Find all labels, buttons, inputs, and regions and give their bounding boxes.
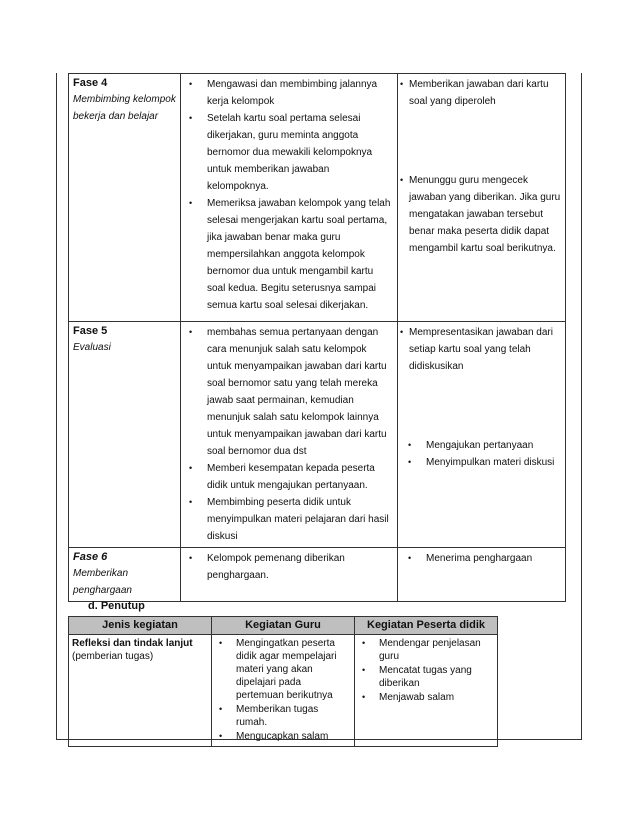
column-header: Jenis kegiatan [69, 617, 212, 635]
bullet-icon: • [189, 553, 193, 563]
phase-description: Memberikan penghargaan [73, 568, 132, 596]
bullet-icon: • [408, 553, 412, 563]
teacher-activity-cell [212, 635, 355, 747]
bullet-icon: • [189, 113, 193, 123]
header-row [69, 617, 498, 635]
list-item: • Mempresentasikan jawaban dari setiap kartu soal yang telah didiskusikan [400, 324, 562, 375]
activity-kind-subtitle: (pemberian tugas) [72, 651, 154, 662]
phase-cell [69, 322, 181, 548]
bullet-icon: • [362, 665, 366, 675]
phase-description: Membimbing kelompok bekerja dan belajar [73, 94, 176, 122]
list-item: • Memeriksa jawaban kelompok yang telah selesai mengerjakan kartu soal pertama, jika jawaban benar maka guru mempersilahkan anggota kelompok bernomor dua untuk mengambil kartu soal kedua. Begitu seterusnya sampai semua kartu soal selesai dikerjakan. [181, 195, 393, 314]
learning-steps-table [68, 73, 566, 602]
list-item: • Memberikan tugas rumah. [219, 704, 319, 728]
table-row [69, 635, 498, 747]
teacher-activity-cell [181, 74, 398, 322]
student-activity-cell [398, 74, 566, 322]
activity-kind-title: Refleksi dan tindak lanjut [72, 638, 193, 649]
bullet-icon: • [219, 638, 223, 648]
bullet-icon: • [408, 457, 412, 467]
section-heading: d. Penutup [88, 600, 145, 612]
bullet-icon: • [189, 79, 193, 89]
phase-cell [69, 548, 181, 602]
list-item: • Setelah kartu soal pertama selesai dikerjakan, guru meminta anggota bernomor dua mewakili kelompoknya untuk memberikan jawaban kelompoknya. [181, 110, 393, 195]
list-item: • Kelompok pemenang diberikan penghargaan. [181, 550, 393, 584]
bullet-icon: • [362, 638, 366, 648]
table-row [69, 322, 566, 548]
student-activity-cell [398, 548, 566, 602]
phase-title: Fase 4 [73, 77, 108, 89]
list-item: • Mengucapkan salam [219, 731, 329, 742]
list-item: • membahas semua pertanyaan dengan cara menunjuk salah satu kelompok untuk menyampaikan jawaban dari kartu soal bernomor satu yang telah mereka jawab saat permainan, kemudian menunjuk salah satu kelompok lainnya untuk menyampaikan jawaban dari kartu soal bernomor dua dst [181, 324, 393, 460]
list-item: • Menjawab salam [362, 692, 455, 703]
bullet-icon: • [400, 79, 404, 89]
closing-activity-table [68, 616, 498, 747]
bullet-icon: • [400, 327, 404, 337]
list-item: • Mengajukan pertanyaan [400, 437, 562, 454]
list-item: • Menyimpulkan materi diskusi [400, 454, 562, 471]
phase-description: Evaluasi [73, 342, 111, 353]
bullet-icon: • [189, 497, 193, 507]
phase-cell [69, 74, 181, 322]
bullet-icon: • [400, 175, 404, 185]
bullet-icon: • [219, 704, 223, 714]
bullet-icon: • [362, 692, 366, 702]
student-activity-cell [398, 322, 566, 548]
column-header: Kegiatan Peserta didik [355, 617, 498, 635]
list-item: • Mencatat tugas yang diberikan [362, 665, 472, 689]
phase-title: Fase 6 [73, 551, 108, 563]
list-item: • Menunggu guru mengecek jawaban yang diberikan. Jika guru mengatakan jawaban tersebut benar maka peserta didik dapat mengambil kartu soal berikutnya. [400, 172, 562, 257]
bullet-icon: • [189, 463, 193, 473]
teacher-activity-cell [181, 548, 398, 602]
bullet-icon: • [408, 440, 412, 450]
phase-title: Fase 5 [73, 325, 108, 337]
list-item: • Mengawasi dan membimbing jalannya kerja kelompok [181, 76, 393, 110]
table-row [69, 548, 566, 602]
list-item: • Membimbing peserta didik untuk menyimpulkan materi pelajaran dari hasil diskusi [181, 494, 393, 545]
bullet-icon: • [189, 198, 193, 208]
list-item: • Mengingatkan peserta didik agar mempelajari materi yang akan dipelajari pada pertemuan berikutnya [219, 638, 337, 701]
list-item: • Memberi kesempatan kepada peserta didik untuk mengajukan pertanyaan. [181, 460, 393, 494]
teacher-activity-cell [181, 322, 398, 548]
bullet-icon: • [189, 327, 193, 337]
student-activity-cell [355, 635, 498, 747]
list-item: • Mendengar penjelasan guru [362, 638, 481, 662]
list-item: • Menerima penghargaan [400, 550, 562, 567]
list-item: • Memberikan jawaban dari kartu soal yang diperoleh [400, 76, 562, 110]
activity-kind-cell [69, 635, 212, 747]
table-row [69, 74, 566, 322]
column-header: Kegiatan Guru [212, 617, 355, 635]
bullet-icon: • [219, 731, 223, 741]
